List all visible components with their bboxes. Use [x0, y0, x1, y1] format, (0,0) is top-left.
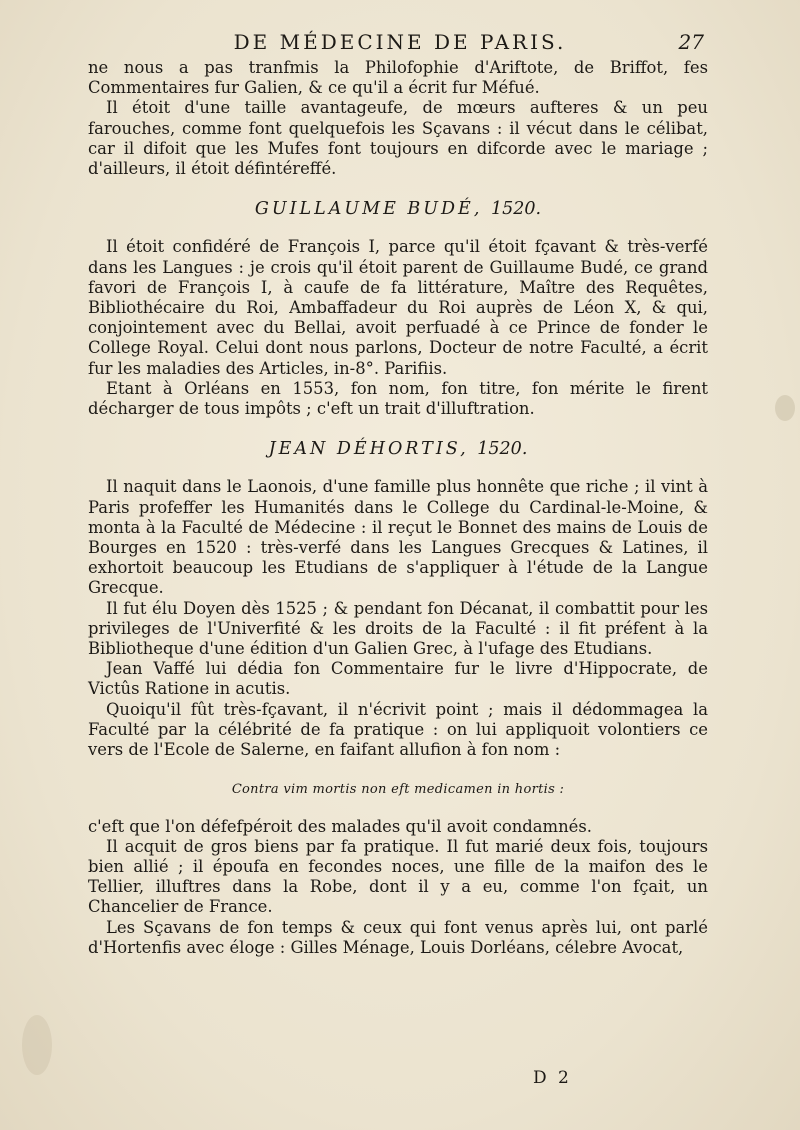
paragraph: Il acquit de gros biens par fa pratique. Il fut marié deux fois, toujours bien allié ; il époufa en fecondes noces, une fille de la maifon des le Tellier, illuftres dans la Robe, dont il y a eu, comme l'on fçait, un Chancelier de France.: [88, 836, 708, 917]
running-title: DE MÉDECINE DE PARIS.: [233, 30, 567, 54]
section-heading-year: 1520.: [477, 439, 528, 460]
section-heading-year: 1520.: [490, 199, 542, 220]
section-heading: [88, 199, 708, 219]
paragraph: Il fut élu Doyen dès 1525 ; & pendant fon Décanat, il combattit pour les privileges de l'Univerfité & les droits de la Faculté : il fit préfent à la Bibliotheque d'une édition d'un Galien Grec, à l'ufage des Etudians.: [88, 598, 708, 659]
section-heading: [88, 439, 708, 459]
body-text: [88, 58, 708, 958]
page-header: [0, 30, 800, 56]
paragraph: c'eft que l'on défefpéroit des malades qu'il avoit condamnés.: [88, 816, 592, 836]
page-stain: [22, 1015, 52, 1075]
paragraph: Etant à Orléans en 1553, fon nom, fon titre, fon mérite le firent décharger de tous impôts ; c'eft un trait d'illuftration.: [88, 378, 708, 419]
section-heading-name: JEAN DÉHORTIS,: [268, 439, 469, 460]
paragraph: Il étoit confidéré de François I, parce qu'il étoit fçavant & très-verfé dans les Langues : je crois qu'il étoit parent de Guillaume Budé, ce grand favori de François I, à caufe de fa littérature, Maître des Requêtes, Bibliothécaire du Roi, Ambaffadeur du Roi auprès de Léon X, & qui, conjointement avec du Bellai, avoit perfuadé à ce Prince de fonder le College Royal. Celui dont nous parlons, Docteur de notre Faculté, a écrit fur les maladies des Articles, in-8°. Parifiis.: [88, 237, 708, 378]
paragraph: Quoiqu'il fût très-fçavant, il n'écrivit point ; mais il dédommagea la Faculté par la célébrité de fa pratique : on lui appliquoit volontiers ce vers de l'Ecole de Salerne, en faifant allufion à fon nom :: [88, 699, 708, 760]
page-number: 27: [678, 30, 704, 54]
signature-mark: D 2: [533, 1068, 572, 1088]
paragraph: Il étoit d'une taille avantageufe, de mœurs aufteres & un peu farouches, comme font quelquefois les Sçavans : il vécut dans le célibat, car il difoit que les Mufes font toujours en difcorde avec le mariage ; d'ailleurs, il étoit défintéreffé.: [88, 98, 708, 179]
section-heading-name: GUILLAUME BUDÉ,: [254, 199, 483, 220]
paragraph: ne nous a pas tranfmis la Philofophie d'Ariftote, de Briffot, fes Commentaires fur Galien, & ce qu'il a écrit fur Méfué.: [88, 58, 708, 98]
paragraph: Les Sçavans de fon temps & ceux qui font venus après lui, ont parlé d'Hortenfis avec éloge : Gilles Ménage, Louis Dorléans, célebre Avocat,: [88, 917, 708, 957]
paragraph: Il naquit dans le Laonois, d'une famille plus honnête que riche ; il vint à Paris profeffer les Humanités dans le College du Cardinal-le-Moine, & monta à la Faculté de Médecine : il reçut le Bonnet des mains de Louis de Bourges en 1520 : très-verfé dans les Langues Grecques & Latines, il exhortoit beaucoup les Etudians de s'appliquer à l'étude de la Langue Grecque.: [88, 477, 708, 598]
latin-verse: Contra vim mortis non eft medicamen in hortis :: [231, 782, 565, 798]
paragraph: Jean Vaffé lui dédia fon Commentaire fur le livre d'Hippocrate, de Victûs Ratione in acutis.: [88, 659, 708, 699]
page-stain: [775, 395, 795, 421]
